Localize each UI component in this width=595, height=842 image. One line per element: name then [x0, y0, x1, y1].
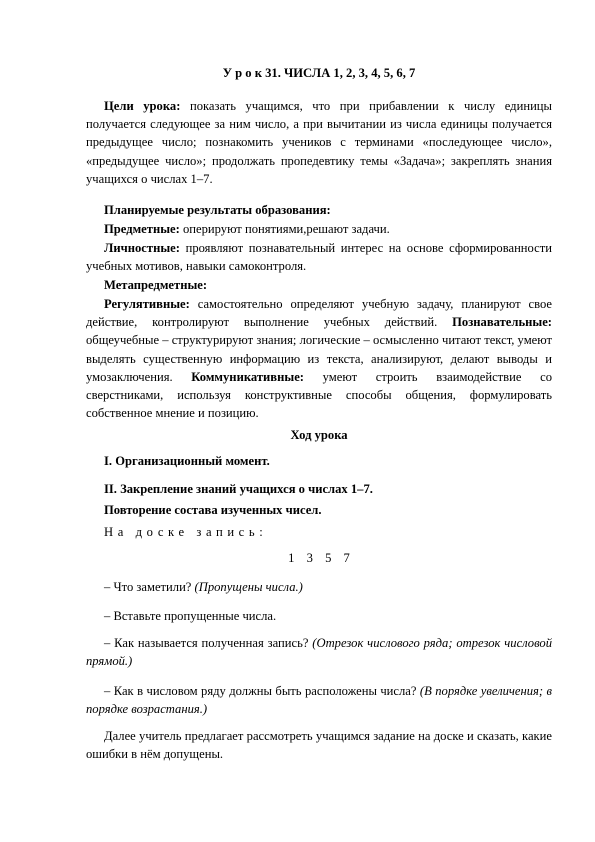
section-consolidation: II. Закрепление знаний учащихся о числах 1–7.: [104, 482, 373, 496]
repeat-heading: Повторение состава изученных чисел.: [104, 503, 322, 517]
meta-results: [86, 295, 552, 422]
goals-text: показать учащимся, что при прибавлении к числу единицы получается следующее за ним число, а при вычитании из числа единицы получается предыдущее число; познакомить учеников с терминами «последующее число», «предыдущее число»; продолжать пропедевтику темы «Задача»; закреплять знания учащихся о числах 1–7.: [86, 99, 553, 186]
communicative-text: умеют строить взаимодействие со сверстниками, используя конструктивные способы общения, формулировать собственное мнение и позицию.: [86, 369, 553, 421]
subject-text: оперируют понятиями,решают задачи.: [179, 222, 390, 236]
personal-results: [86, 239, 552, 275]
question-3-answer: (Отрезок числового ряда; отрезок числовой прямой.): [86, 636, 552, 669]
cognitive-text: общеучебные – структурируют знания; логические – осмысленно читают текст, умеют выделять существенную информацию из текста, анализируют, делают выводы и умозаключения.: [86, 333, 552, 384]
regulatory-text: самостоятельно определяют учебную задачу, планируют свое действие, контролируют выполнение учебных действий.: [86, 297, 552, 330]
question-4: [86, 682, 552, 718]
subject-label: Предметные:: [104, 222, 180, 236]
goals-label: Цели урока:: [104, 99, 181, 113]
question-1-text: – Что заметили?: [104, 580, 195, 594]
planned-results-heading: Планируемые результаты образования:: [104, 203, 331, 217]
regulatory-label: Регулятивные:: [104, 297, 190, 311]
personal-label: Личностные:: [104, 241, 180, 255]
question-3: [86, 634, 552, 670]
question-4-answer: (В порядке увеличения; в порядке возрастания.): [86, 684, 552, 717]
subject-results: [86, 220, 552, 238]
lesson-title: У р о к 31. ЧИСЛА 1, 2, 3, 4, 5, 6, 7: [222, 66, 416, 80]
question-3-text: – Как называется полученная запись?: [104, 636, 313, 650]
question-2-text: – Вставьте пропущенные числа.: [104, 609, 277, 623]
personal-text: проявляют познавательный интерес на основе сформированности учебных мотивов, навыки самоконтроля.: [86, 241, 552, 274]
teacher-task: Далее учитель предлагает рассмотреть учащимся задание на доске и сказать, какие ошибки в нём допущены.: [86, 729, 552, 762]
question-2: [86, 607, 552, 625]
question-4-text: – Как в числовом ряду должны быть расположены числа?: [104, 684, 420, 698]
question-1: [86, 578, 552, 596]
lesson-goals: [86, 97, 552, 188]
cognitive-label: Познавательные:: [437, 315, 552, 330]
section-organizational: I. Организационный момент.: [104, 454, 270, 468]
board-numbers: 1 3 5 7: [288, 551, 350, 565]
communicative-label: Коммуникативные:: [172, 369, 304, 384]
meta-heading: Метапредметные:: [104, 278, 208, 292]
question-1-answer: (Пропущены числа.): [194, 580, 303, 594]
board-note: На доске запись:: [104, 525, 268, 539]
lesson-course-heading: Ход урока: [290, 428, 348, 442]
